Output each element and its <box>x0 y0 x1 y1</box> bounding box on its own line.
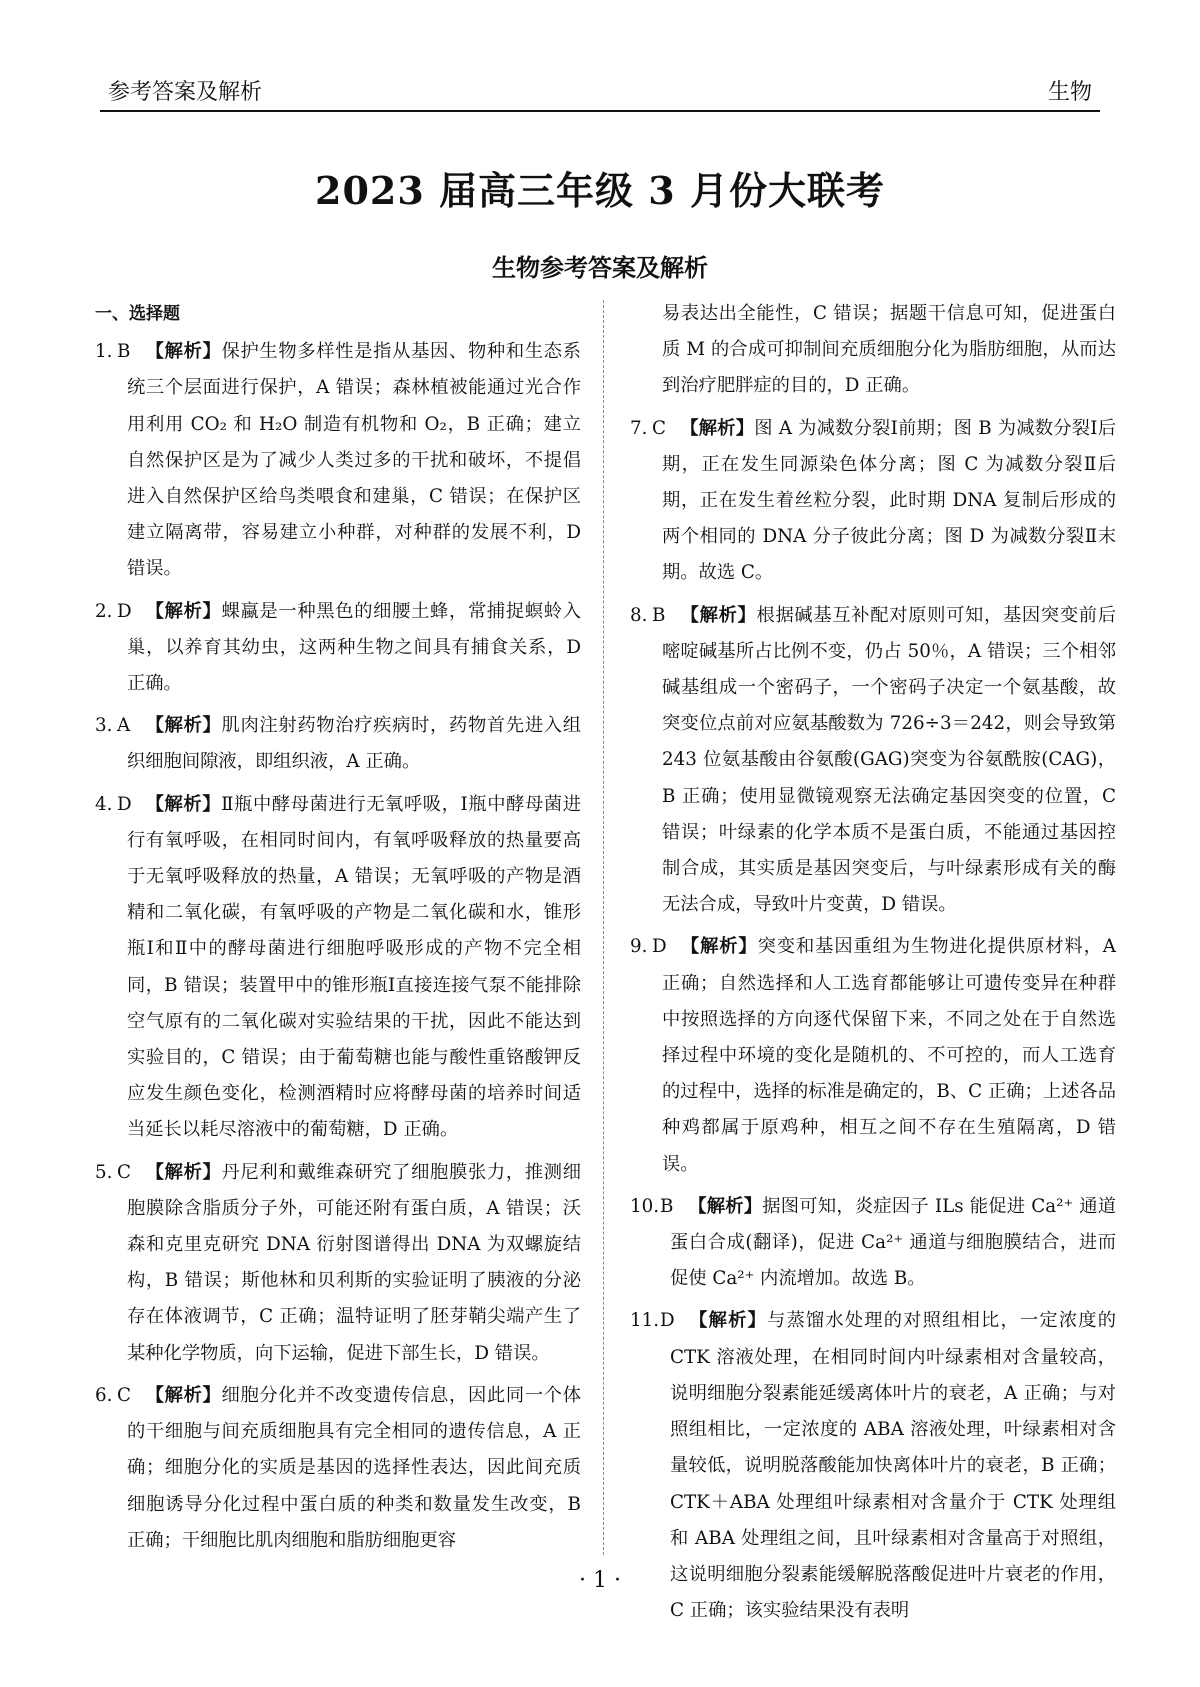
page-subtitle: 生物参考答案及解析 <box>492 254 708 282</box>
page-title: 2023 届高三年级 3 月份大联考 <box>315 168 885 213</box>
analysis-text: 易表达出全能性，C 错误；据题干信息可知，促进蛋白质 M 的合成可抑制间充质细胞分化为脂肪细胞，从而达到治疗肥胖症的目的，D 正确。 <box>662 303 1116 397</box>
answer-item-8: 8. B 【解析】根据碱基互补配对原则可知，基因突变前后嘧啶碱基所占比例不变，仍占 50％，A 错误；三个相邻碱基组成一个密码子，一个密码子决定一个氨基酸，故突变位点前对应氨基酸数为 726÷3＝242，则会导致第 243 位氨基酸由谷氨酸(GAG)突变为谷氨酰胺(CAG)，B 正确；使用显微镜观察无法确定基因突变的位置，C 错误；叶绿素的化学本质不是蛋白质，不能通过基因控制合成，其实质是基因突变后，与叶绿素形成有关的酶无法合成，导致叶片变黄，D 错误。 <box>630 598 1116 924</box>
analysis-tag: 【解析】 <box>145 341 222 363</box>
answer-letter: C <box>117 1161 131 1183</box>
answer-item-6: 6. C 【解析】细胞分化并不改变遗传信息，因此同一个体的干细胞与间充质细胞具有完全相同的遗传信息，A 正确；细胞分化的实质是基因的选择性表达，因此间充质细胞诱导分化过程中蛋白质的种类和数量发生改变，B 正确；干细胞比肌肉细胞和脂肪细胞更容 <box>95 1378 581 1559</box>
answer-letter: D <box>652 936 667 958</box>
answer-letter: D <box>117 793 132 815</box>
analysis-text: 突变和基因重组为生物进化提供原材料，A 正确；自然选择和人工选育都能够让可遗传变异在种群中按照选择的方向逐代保留下来，不同之处在于自然选择过程中环境的变化是随机的、不可控的，而人工选育的过程中，选择的标准是确定的，B、C 正确；上述各品种鸡都属于原鸡种，相互之间不存在生殖隔离，D 错误。 <box>662 936 1117 1175</box>
analysis-tag: 【解析】 <box>680 936 758 958</box>
answer-item-6-continued <box>630 296 1116 405</box>
answer-letter: C <box>117 1384 131 1406</box>
analysis-tag: 【解析】 <box>145 1384 222 1406</box>
analysis-tag: 【解析】 <box>688 1195 763 1217</box>
analysis-text: Ⅱ瓶中酵母菌进行无氧呼吸，Ⅰ瓶中酵母菌进行有氧呼吸，在相同时间内，有氧呼吸释放的热量要高于无氧呼吸释放的热量，A 错误；无氧呼吸的产物是酒精和二氧化碳，有氧呼吸的产物是二氧化碳和水，锥形瓶Ⅰ和Ⅱ中的酵母菌进行细胞呼吸形成的产物不完全相同，B 错误；装置甲中的锥形瓶Ⅰ直接连接气泵不能排除空气原有的二氧化碳对实验结果的干扰，因此不能达到实验目的，C 错误；由于葡萄糖也能与酸性重铬酸钾反应发生颜色变化，检测酒精时应将酵母菌的培养时间适当延长以耗尽溶液中的葡萄糖，D 正确。 <box>127 793 581 1141</box>
answer-item-7: 7. C 【解析】图 A 为减数分裂Ⅰ前期；图 B 为减数分裂Ⅰ后期，正在发生同源染色体分离；图 C 为减数分裂Ⅱ后期，正在发生着丝粒分裂，此时期 DNA 复制后形成的两个相同的 DNA 分子彼此分离；图 D 为减数分裂Ⅱ末期。故选 C。 <box>630 411 1116 592</box>
answer-item-2: 2. D 【解析】蜾蠃是一种黑色的细腰土蜂，常捕捉螟蛉入巢，以养育其幼虫，这两种生物之间具有捕食关系，D 正确。 <box>95 594 581 703</box>
answer-letter: D <box>660 1310 675 1332</box>
analysis-tag: 【解析】 <box>145 793 222 815</box>
header-subject: 生物 <box>1047 80 1092 105</box>
analysis-tag: 【解析】 <box>680 604 757 626</box>
analysis-tag: 【解析】 <box>680 417 755 439</box>
analysis-text: 图 A 为减数分裂Ⅰ前期；图 B 为减数分裂Ⅰ后期，正在发生同源染色体分离；图 C 为减数分裂Ⅱ后期，正在发生着丝粒分裂，此时期 DNA 复制后形成的两个相同的 DNA 分子彼此分离；图 D 为减数分裂Ⅱ末期。故选 C。 <box>662 417 1117 584</box>
column-divider <box>603 300 604 1555</box>
answer-letter: D <box>117 600 132 622</box>
answer-item-1: 1. B 【解析】保护生物多样性是指从基因、物种和生态系统三个层面进行保护，A 错误；森林植被能通过光合作用利用 CO₂ 和 H₂O 制造有机物和 O₂，B 正确；建立自然保护区是为了减少人类过多的干扰和破坏，不提倡进入自然保护区给鸟类喂食和建巢，C 错误；在保护区建立隔离带，容易建立小种群，对种群的发展不利，D 错误。 <box>95 334 581 587</box>
answer-item-9: 9. D 【解析】突变和基因重组为生物进化提供原材料，A 正确；自然选择和人工选育都能够让可遗传变异在种群中按照选择的方向逐代保留下来，不同之处在于自然选择过程中环境的变化是随机的、不可控的，而人工选育的过程中，选择的标准是确定的，B、C 正确；上述各品种鸡都属于原鸡种，相互之间不存在生殖隔离，D 错误。 <box>630 929 1116 1182</box>
analysis-text: 据图可知，炎症因子 ILs 能促进 Ca²⁺ 通道蛋白合成(翻译)，促进 Ca²⁺ 通道与细胞膜结合，进而促使 Ca²⁺ 内流增加。故选 B。 <box>670 1195 1116 1290</box>
answer-letter: A <box>117 715 131 737</box>
analysis-tag: 【解析】 <box>688 1310 767 1332</box>
header-left: 参考答案及解析 <box>108 80 263 105</box>
analysis-tag: 【解析】 <box>145 1161 222 1183</box>
analysis-text: 保护生物多样性是指从基因、物种和生态系统三个层面进行保护，A 错误；森林植被能通过光合作用利用 CO₂ 和 H₂O 制造有机物和 O₂，B 正确；建立自然保护区是为了减少人类过多的干扰和破坏，不提倡进入自然保护区给鸟类喂食和建巢，C 错误；在保护区建立隔离带，容易建立小种群，对种群的发展不利，D 错误。 <box>127 341 582 580</box>
answer-letter: B <box>660 1195 674 1217</box>
right-column <box>630 296 1116 1635</box>
answer-letter: C <box>652 417 666 439</box>
page-header <box>100 70 1100 112</box>
analysis-text: 与蒸馏水处理的对照组相比，一定浓度的 CTK 溶液处理，在相同时间内叶绿素相对含量较高，说明细胞分裂素能延缓离体叶片的衰老，A 正确；与对照组相比，一定浓度的 ABA 溶液处理，叶绿素相对含量较低，说明脱落酸能加快离体叶片的衰老，B 正确；CTK＋ABA 处理组叶绿素相对含量介于 CTK 处理组和 ABA 处理组之间，且叶绿素相对含量高于对照组，这说明细胞分裂素能缓解脱落酸促进叶片衰老的作用，C 正确；该实验结果没有表明 <box>670 1310 1117 1622</box>
answer-item-5: 5. C 【解析】丹尼利和戴维森研究了细胞膜张力，推测细胞膜除含脂质分子外，可能还附有蛋白质，A 错误；沃森和克里克研究 DNA 衍射图谱得出 DNA 为双螺旋结构，B 错误；斯他林和贝利斯的实验证明了胰液的分泌存在体液调节，C 正确；温特证明了胚芽鞘尖端产生了某种化学物质，向下运输，促进下部生长，D 错误。 <box>95 1155 581 1372</box>
answer-item-3: 3. A 【解析】肌肉注射药物治疗疾病时，药物首先进入组织细胞间隙液，即组织液，A 正确。 <box>95 708 581 780</box>
answer-item-4: 4. D 【解析】Ⅱ瓶中酵母菌进行无氧呼吸，Ⅰ瓶中酵母菌进行有氧呼吸，在相同时间内，有氧呼吸释放的热量要高于无氧呼吸释放的热量，A 错误；无氧呼吸的产物是酒精和二氧化碳，有氧呼吸的产物是二氧化碳和水，锥形瓶Ⅰ和Ⅱ中的酵母菌进行细胞呼吸形成的产物不完全相同，B 错误；装置甲中的锥形瓶Ⅰ直接连接气泵不能排除空气原有的二氧化碳对实验结果的干扰，因此不能达到实验目的，C 错误；由于葡萄糖也能与酸性重铬酸钾反应发生颜色变化，检测酒精时应将酵母菌的培养时间适当延长以耗尽溶液中的葡萄糖，D 正确。 <box>95 787 581 1149</box>
analysis-text: 蜾蠃是一种黑色的细腰土蜂，常捕捉螟蛉入巢，以养育其幼虫，这两种生物之间具有捕食关系，D 正确。 <box>127 600 582 695</box>
analysis-tag: 【解析】 <box>145 715 222 737</box>
left-column <box>95 296 581 1565</box>
analysis-text: 丹尼利和戴维森研究了细胞膜张力，推测细胞膜除含脂质分子外，可能还附有蛋白质，A 错误；沃森和克里克研究 DNA 衍射图谱得出 DNA 为双螺旋结构，B 错误；斯他林和贝利斯的实验证明了胰液的分泌存在体液调节，C 正确；温特证明了胚芽鞘尖端产生了某种化学物质，向下运输，促进下部生长，D 错误。 <box>127 1161 582 1364</box>
section-heading: 一、选择题 <box>95 304 180 324</box>
analysis-text: 根据碱基互补配对原则可知，基因突变前后嘧啶碱基所占比例不变，仍占 50％，A 错误；三个相邻碱基组成一个密码子，一个密码子决定一个氨基酸，故突变位点前对应氨基酸数为 726÷3＝242，则会导致第 243 位氨基酸由谷氨酸(GAG)突变为谷氨酰胺(CAG)，B 正确；使用显微镜观察无法确定基因突变的位置，C 错误；叶绿素的化学本质不是蛋白质，不能通过基因控制合成，其实质是基因突变后，与叶绿素形成有关的酶无法合成，导致叶片变黄，D 错误。 <box>662 604 1117 916</box>
analysis-text: 肌肉注射药物治疗疾病时，药物首先进入组织细胞间隙液，即组织液，A 正确。 <box>127 715 582 773</box>
answer-item-11: 11.D 【解析】与蒸馏水处理的对照组相比，一定浓度的 CTK 溶液处理，在相同时间内叶绿素相对含量较高，说明细胞分裂素能延缓离体叶片的衰老，A 正确；与对照组相比，一定浓度的 ABA 溶液处理，叶绿素相对含量较低，说明脱落酸能加快离体叶片的衰老，B 正确；CTK＋ABA 处理组叶绿素相对含量介于 CTK 处理组和 ABA 处理组之间，且叶绿素相对含量高于对照组，这说明细胞分裂素能缓解脱落酸促进叶片衰老的作用，C 正确；该实验结果没有表明 <box>630 1303 1116 1629</box>
analysis-text: 细胞分化并不改变遗传信息，因此同一个体的干细胞与间充质细胞具有完全相同的遗传信息，A 正确；细胞分化的实质是基因的选择性表达，因此间充质细胞诱导分化过程中蛋白质的种类和数量发生改变，B 正确；干细胞比肌肉细胞和脂肪细胞更容 <box>127 1384 582 1551</box>
answer-item-10: 10.B 【解析】据图可知，炎症因子 ILs 能促进 Ca²⁺ 通道蛋白合成(翻译)，促进 Ca²⁺ 通道与细胞膜结合，进而促使 Ca²⁺ 内流增加。故选 B。 <box>630 1189 1116 1298</box>
answer-letter: B <box>117 341 131 363</box>
answer-letter: B <box>652 604 666 626</box>
analysis-tag: 【解析】 <box>145 600 222 622</box>
page-number: · 1 · <box>579 1568 621 1593</box>
